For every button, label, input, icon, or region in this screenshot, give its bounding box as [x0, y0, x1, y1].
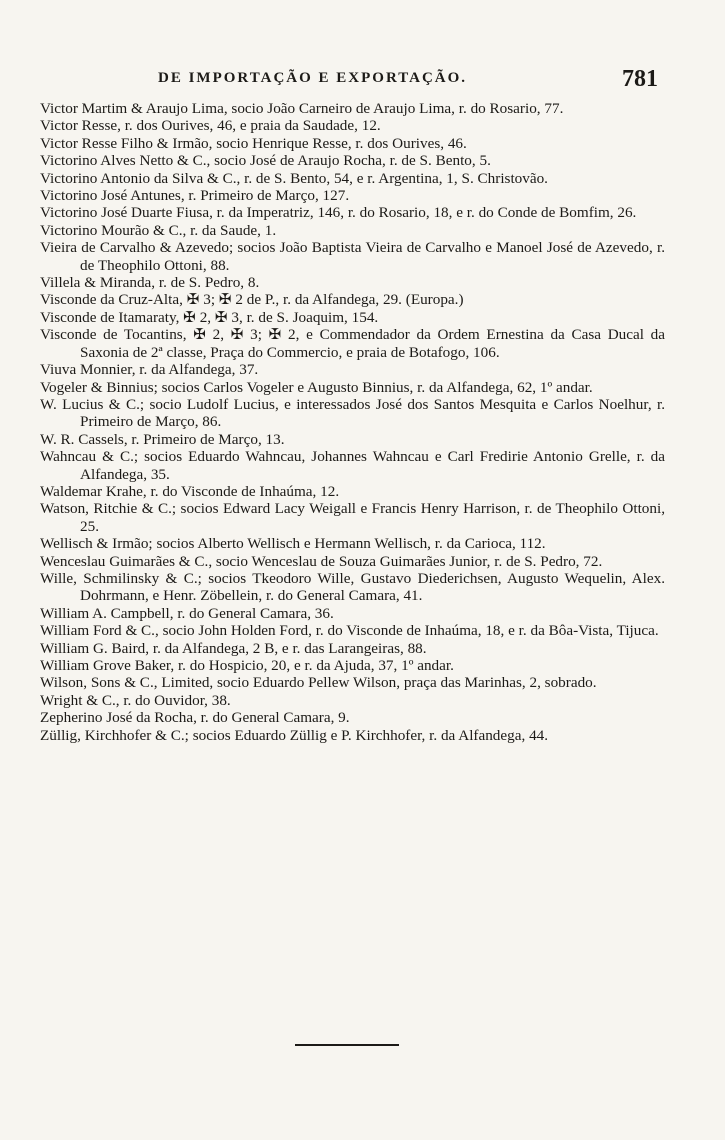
entry-text: Victor Resse, r. dos Ourives, 46, e praia da Saudade, 12.: [40, 117, 381, 135]
entry-text: Zepherino José da Rocha, r. do General Camara, 9.: [40, 709, 350, 727]
directory-entry: [40, 727, 665, 744]
directory-entry: [40, 535, 665, 552]
directory-entry: [40, 361, 665, 378]
directory-entry: [40, 448, 665, 483]
directory-entry: [40, 222, 665, 239]
directory-entry: [40, 170, 665, 187]
directory-entry: [40, 605, 665, 622]
directory-entry: [40, 483, 665, 500]
directory-entries: [40, 100, 665, 744]
directory-entry: [40, 396, 665, 431]
directory-entry: [40, 274, 665, 291]
directory-entry: [40, 553, 665, 570]
directory-entry: [40, 674, 665, 691]
directory-entry: [40, 291, 665, 308]
end-rule: [295, 1044, 399, 1046]
entry-text: Victorino José Duarte Fiusa, r. da Imperatriz, 146, r. do Rosario, 18, e r. do Conde de Bomfim, 26.: [40, 204, 637, 222]
entry-text: Wille, Schmilinsky & C.; socios Tkeodoro Wille, Gustavo Diederichsen, Augusto Wequelin, Alex. Dohrmann, e Henr. Zöbellein, r. do General Camara, 41.: [40, 569, 665, 605]
entry-text: Victorino Mourão & C., r. da Saude, 1.: [40, 221, 277, 239]
entry-text: William Grove Baker, r. do Hospicio, 20, e r. da Ajuda, 37, 1º andar.: [40, 657, 454, 674]
entry-text: William A. Campbell, r. do General Camara, 36.: [40, 604, 334, 622]
directory-entry: [40, 379, 665, 396]
entry-text: Wenceslau Guimarães & C., socio Wenceslau de Souza Guimarães Junior, r. de S. Pedro, 72.: [40, 552, 603, 570]
directory-entry: [40, 622, 665, 639]
entry-text: Wahncau & C.; socios Eduardo Wahncau, Johannes Wahncau e Carl Fredirie Antonio Grelle, r. da Alfandega, 35.: [40, 448, 665, 483]
entry-text: William Ford & C., socio John Holden Ford, r. do Visconde de Inhaúma, 18, e r. da Bôa-Vista, Tijuca.: [40, 622, 659, 640]
directory-entry: [40, 152, 665, 169]
entry-text: William G. Baird, r. da Alfandega, 2 B, e r. das Larangeiras, 88.: [40, 639, 427, 657]
entry-text: Victorino José Antunes, r. Primeiro de Março, 127.: [40, 187, 350, 205]
directory-entry: [40, 204, 665, 221]
directory-entry: [40, 239, 665, 274]
entry-text: Victor Resse Filho & Irmão, socio Henrique Resse, r. dos Ourives, 46.: [40, 134, 467, 152]
entry-text: W. Lucius & C.; socio Ludolf Lucius, e interessados José dos Santos Mesquita e Carlos Noelhur, r. Primeiro de Março, 86.: [40, 395, 665, 431]
page-number: 781: [622, 66, 658, 92]
directory-entry: [40, 640, 665, 657]
directory-entry: [40, 187, 665, 204]
directory-entry: [40, 326, 665, 361]
entry-text: Waldemar Krahe, r. do Visconde de Inhaúma, 12.: [40, 482, 340, 500]
entry-text: Wilson, Sons & C., Limited, socio Eduardo Pellew Wilson, praça das Marinhas, 2, sobrado.: [40, 674, 597, 692]
directory-entry: [40, 100, 665, 117]
directory-entry: [40, 657, 665, 674]
entry-text: Visconde de Itamaraty, ✠ 2, ✠ 3, r. de S. Joaquim, 154.: [40, 308, 379, 326]
entry-text: Victorino Alves Netto & C., socio José de Araujo Rocha, r. de S. Bento, 5.: [40, 152, 491, 170]
directory-entry: [40, 431, 665, 448]
directory-entry: [40, 135, 665, 152]
entry-text: Vogeler & Binnius; socios Carlos Vogeler e Augusto Binnius, r. da Alfandega, 62, 1º andar.: [40, 378, 593, 396]
running-head: DE IMPORTAÇÃO E EXPORTAÇÃO.: [158, 70, 468, 86]
entry-text: Viuva Monnier, r. da Alfandega, 37.: [40, 361, 259, 379]
page-header: [0, 66, 725, 98]
directory-entry: [40, 309, 665, 326]
directory-entry: [40, 709, 665, 726]
directory-entry: [40, 692, 665, 709]
entry-text: Victorino Antonio da Silva & C., r. de S. Bento, 54, e r. Argentina, 1, S. Christovão.: [40, 169, 548, 187]
entry-text: Visconde da Cruz-Alta, ✠ 3; ✠ 2 de P., r. da Alfandega, 29. (Europa.): [40, 291, 464, 309]
directory-entry: [40, 570, 665, 605]
directory-entry: [40, 117, 665, 134]
entry-text: Victor Martim & Araujo Lima, socio João Carneiro de Araujo Lima, r. do Rosario, 77.: [40, 100, 564, 117]
entry-text: Vieira de Carvalho & Azevedo; socios João Baptista Vieira de Carvalho e Manoel José de Azevedo, r. de Theophilo Ottoni, 88.: [40, 239, 665, 274]
entry-text: Züllig, Kirchhofer & C.; socios Eduardo Züllig e P. Kirchhofer, r. da Alfandega, 44.: [40, 726, 549, 744]
directory-entry: [40, 500, 665, 535]
entry-text: Villela & Miranda, r. de S. Pedro, 8.: [40, 274, 260, 292]
entry-text: Wellisch & Irmão; socios Alberto Wellisch e Hermann Wellisch, r. da Carioca, 112.: [40, 535, 546, 553]
entry-text: Watson, Ritchie & C.; socios Edward Lacy Weigall e Francis Henry Harrison, r. de Theophilo Ottoni, 25.: [40, 500, 665, 535]
entry-text: Wright & C., r. do Ouvidor, 38.: [40, 691, 231, 709]
entry-text: W. R. Cassels, r. Primeiro de Março, 13.: [40, 430, 285, 448]
entry-text: Visconde de Tocantins, ✠ 2, ✠ 3; ✠ 2, e Commendador da Ordem Ernestina da Casa Ducal da Saxonia de 2ª classe, Praça do Commercio, e praia de Botafogo, 106.: [40, 326, 665, 361]
